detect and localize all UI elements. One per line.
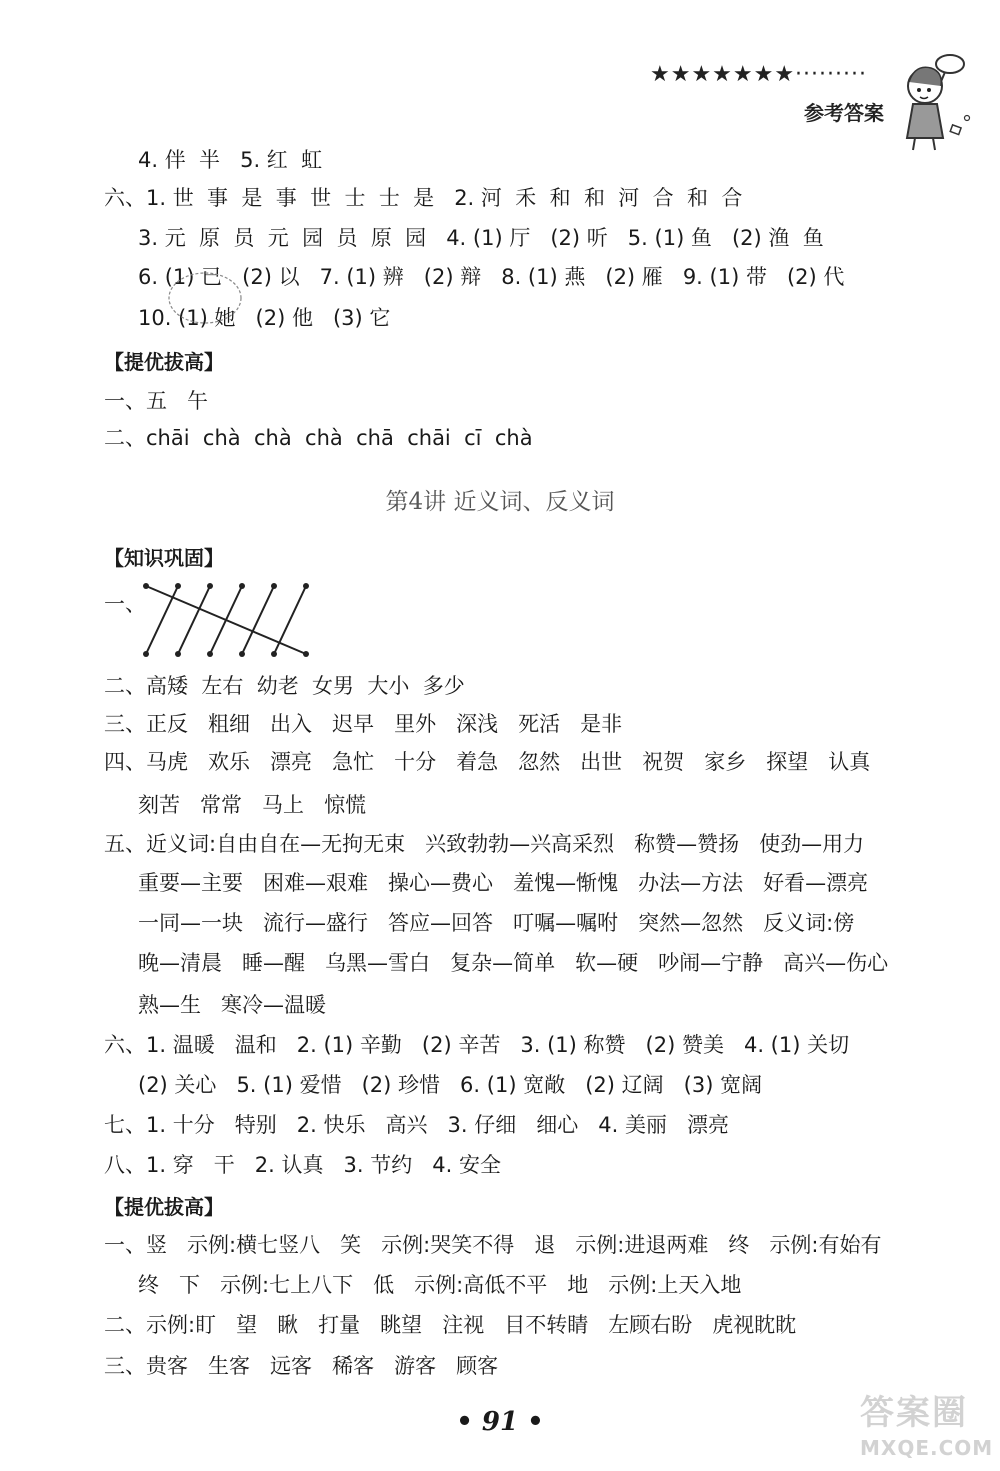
answer-line: 三、贵客 生客 远客 稀客 游客 顾客 (104, 1354, 499, 1378)
answer-line: 二、chāi chà chà chà chā chāi cī chà (104, 426, 533, 450)
answer-line: 七、1. 十分 特别 2. 快乐 高兴 3. 仔细 细心 4. 美丽 漂亮 (104, 1113, 730, 1137)
stamp-mark (165, 268, 245, 328)
answer-line: 熟—生 寒冷—温暖 (138, 993, 327, 1017)
answer-line: 五、近义词:自由自在—无拘无束 兴致勃勃—兴高采烈 称赞—赞扬 使劲—用力 (104, 832, 865, 856)
answer-line: 三、正反 粗细 出入 迟早 里外 深浅 死活 是非 (104, 712, 623, 736)
header-stars: ★★★★★★★········· (650, 62, 867, 87)
answer-line: 六、1. 世 事 是 事 世 士 士 是 2. 河 禾 和 和 河 合 和 合 (104, 186, 743, 210)
answer-line: 晚—清晨 睡—醒 乌黑—雪白 复杂—简单 软—硬 吵闹—宁静 高兴—伤心 (138, 951, 889, 975)
answer-line: 四、马虎 欢乐 漂亮 急忙 十分 着急 忽然 出世 祝贺 家乡 探望 认真 (104, 750, 871, 774)
section-heading-tiyou: 【提优拔高】 (104, 350, 224, 374)
chapter-title: 第4讲 近义词、反义词 (385, 489, 615, 515)
section-heading-zhishi: 【知识巩固】 (104, 546, 224, 570)
answer-line: 终 下 示例:七上八下 低 示例:高低不平 地 示例:上天入地 (138, 1273, 742, 1297)
answer-line: (2) 关心 5. (1) 爱惜 (2) 珍惜 6. (1) 宽敞 (2) 辽阔 (3) 宽阔 (138, 1073, 763, 1097)
answer-line: 重要—主要 困难—艰难 操心—费心 羞愧—惭愧 办法—方法 好看—漂亮 (138, 871, 869, 895)
answer-line: 二、高矮 左右 幼老 女男 大小 多少 (104, 674, 465, 698)
answer-line: 二、示例:盯 望 瞅 打量 眺望 注视 目不转睛 左顾右盼 虎视眈眈 (104, 1313, 797, 1337)
answer-line: 一同—一块 流行—盛行 答应—回答 叮嘱—嘱咐 突然—忽然 反义词:傍 (138, 911, 855, 935)
answer-line: 刻苦 常常 马上 惊慌 (138, 793, 367, 817)
section-heading-tiyou: 【提优拔高】 (104, 1195, 224, 1219)
answer-line: 六、1. 温暖 温和 2. (1) 辛勤 (2) 辛苦 3. (1) 称赞 (2) 赞美 4. (1) 关切 (104, 1033, 850, 1057)
answer-line: 八、1. 穿 干 2. 认真 3. 节约 4. 安全 (104, 1153, 501, 1177)
pinyin-answers: chāi chà chà chà chā chāi cī chà (146, 426, 533, 450)
answer-line: 4. 伴 半 5. 红 虹 (138, 148, 323, 172)
answer-line: 一、竖 示例:横七竖八 笑 示例:哭笑不得 退 示例:进退两难 终 示例:有始有 (104, 1233, 882, 1257)
answer-line: 一、 (104, 592, 146, 616)
answer-line: 3. 元 原 员 元 园 员 原 园 4. (1) 厅 (2) 听 5. (1) 鱼 (2) 渔 鱼 (138, 226, 824, 250)
mascot-illustration (895, 46, 975, 156)
matching-lines-diagram (138, 580, 318, 660)
page-number: • 91 • (456, 1407, 544, 1437)
watermark-logo: 答案圈 MXQE.COM (860, 1393, 994, 1460)
answer-line: 10. (1) 她 (2) 他 (3) 它 (138, 306, 391, 330)
answer-line: 6. (1) 已 (2) 以 7. (1) 辨 (2) 辩 8. (1) 燕 (2) 雁 9. (1) 带 (2) 代 (138, 265, 845, 289)
answer-line: 一、五 午 (104, 389, 209, 413)
header-title: 参考答案 (804, 101, 884, 125)
